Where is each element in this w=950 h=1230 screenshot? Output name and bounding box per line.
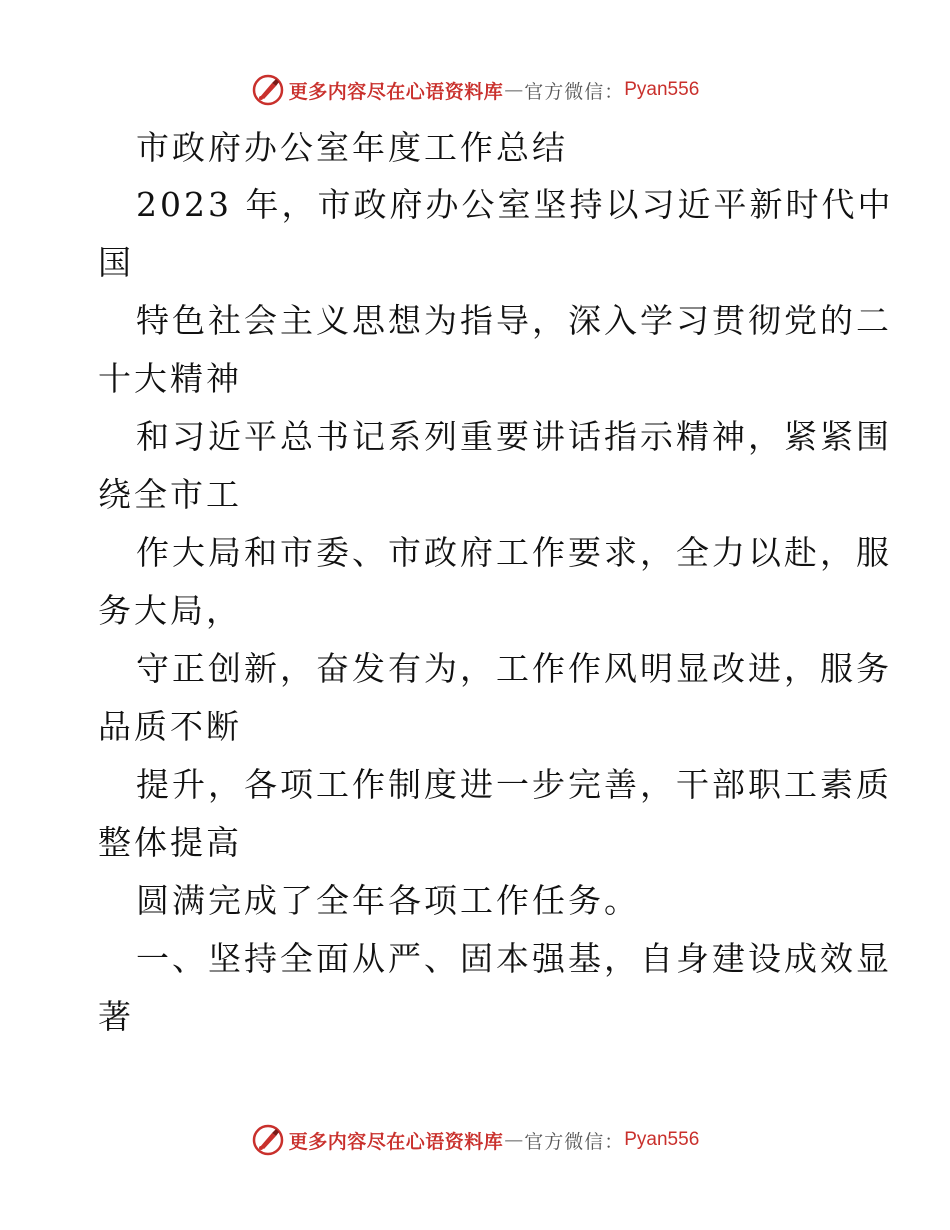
brush-logo-icon <box>251 73 285 107</box>
document-lines <box>98 176 894 1046</box>
watermark-handle: Pyan556 <box>624 1129 700 1150</box>
watermark-text: 更多内容尽在心语资料库 <box>288 1130 504 1153</box>
paragraph-line: 和习近平总书记系列重要讲话指示精神，紧紧围 <box>136 417 892 456</box>
paragraph-line: 著 <box>98 997 134 1036</box>
paragraph-line: 圆满完成了全年各项工作任务。 <box>136 881 640 920</box>
paragraph-line: 国 <box>98 243 134 282</box>
paragraph-line: 绕全市工 <box>98 475 242 514</box>
watermark-text: 更多内容尽在心语资料库 <box>288 80 504 103</box>
watermark-official: 官方微信： <box>524 80 625 103</box>
header-watermark <box>0 70 950 110</box>
paragraph-line: 特色社会主义思想为指导，深入学习贯彻党的二 <box>136 301 892 340</box>
brush-logo-icon <box>251 1123 285 1157</box>
paragraph-line: 品质不断 <box>98 707 242 746</box>
paragraph-line: 十大精神 <box>98 359 242 398</box>
document-body <box>98 120 894 1046</box>
watermark-official: 官方微信： <box>524 1130 625 1153</box>
paragraph-line: 守正创新，奋发有为，工作作风明显改进，服务 <box>136 649 892 688</box>
paragraph-line: 2023 年，市政府办公室坚持以习近平新时代中 <box>136 185 894 224</box>
paragraph-line: 一、坚持全面从严、固本强基，自身建设成效显 <box>136 939 892 978</box>
footer-watermark <box>0 1120 950 1160</box>
watermark-dash: — <box>504 79 524 101</box>
watermark-handle: Pyan556 <box>624 79 700 100</box>
watermark-dash: — <box>504 1129 524 1151</box>
paragraph-line: 提升，各项工作制度进一步完善，干部职工素质 <box>136 765 892 804</box>
paragraph-line: 作大局和市委、市政府工作要求，全力以赴，服 <box>136 533 892 572</box>
paragraph-line: 整体提高 <box>98 823 242 862</box>
document-title: 市政府办公室年度工作总结 <box>136 128 568 167</box>
paragraph-line: 务大局， <box>98 591 242 630</box>
